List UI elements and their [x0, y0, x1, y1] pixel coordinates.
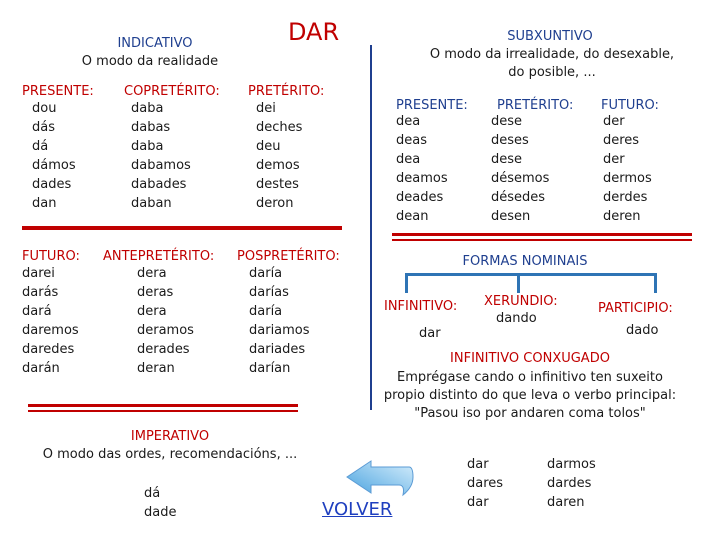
form-item: derdes	[603, 190, 648, 205]
return-arrow-icon	[322, 455, 432, 503]
xerundio-value: dando	[496, 311, 537, 326]
form-item: dariades	[249, 342, 306, 357]
form-item: désedes	[491, 190, 546, 205]
formas-nominais-label: FORMAS NOMINAIS	[462, 254, 588, 269]
form-item: deres	[603, 133, 640, 148]
indicativo-label: INDICATIVO	[117, 36, 193, 51]
form-item: dariamos	[249, 323, 310, 338]
participio-value: dado	[626, 323, 659, 338]
form-item: dera	[137, 304, 167, 319]
form-item: dei	[256, 101, 276, 116]
form-item: dar	[467, 495, 489, 510]
form-item: deu	[256, 139, 281, 154]
divider-subxuntivo2	[392, 239, 692, 241]
form-item: daban	[131, 196, 172, 211]
form-item: dará	[22, 304, 52, 319]
imperativo-forms	[144, 484, 176, 522]
futuro-label: FUTURO:	[22, 249, 80, 264]
form-item: der	[603, 114, 625, 129]
subx-futuro-label: FUTURO:	[601, 98, 659, 113]
form-item: dardes	[547, 476, 592, 491]
infinitivo-value: dar	[419, 326, 441, 341]
volver-link[interactable]: VOLVER	[322, 499, 393, 520]
divider-imperativo-top	[28, 404, 298, 407]
form-item: daría	[249, 304, 283, 319]
subxuntivo-subtitle-line1: O modo da irrealidade, do desexable,	[429, 47, 675, 62]
form-item: deramos	[137, 323, 194, 338]
infinitivo-conxugado-label: INFINITIVO CONXUGADO	[450, 351, 610, 366]
xerundio-label: XERUNDIO:	[484, 294, 558, 309]
form-item: daren	[547, 495, 585, 510]
imperativo-subtitle: O modo das ordes, recomendacións, ...	[42, 447, 298, 462]
form-item: deades	[396, 190, 444, 205]
form-item: deamos	[396, 171, 448, 186]
form-item: darás	[22, 285, 59, 300]
form-item: dera	[137, 266, 167, 281]
subx-futuro-forms	[603, 112, 652, 226]
infinitivo-label: INFINITIVO:	[384, 299, 458, 314]
infinitivo-conxugado-desc-line1: Emprégase cando o infinitivo ten suxeito	[397, 370, 663, 385]
preterito-forms	[256, 99, 302, 213]
form-item: dá	[32, 139, 49, 154]
form-item: daría	[249, 266, 283, 281]
form-item: dade	[144, 505, 177, 520]
form-item: demos	[256, 158, 300, 173]
preterito-label: PRETÉRITO:	[248, 84, 325, 99]
connector-horizontal	[405, 273, 657, 276]
form-item: deren	[603, 209, 641, 224]
form-item: darán	[22, 361, 60, 376]
connector-middle	[517, 273, 520, 293]
form-item: dean	[396, 209, 429, 224]
form-item: deras	[137, 285, 174, 300]
subx-preterito-forms	[491, 112, 549, 226]
form-item: dan	[32, 196, 57, 211]
antepreterito-forms	[137, 264, 194, 378]
form-item: dares	[467, 476, 504, 491]
form-item: désemos	[491, 171, 550, 186]
connector-right	[654, 273, 657, 293]
form-item: dás	[32, 120, 55, 135]
form-item: dese	[491, 114, 523, 129]
form-item: dese	[491, 152, 523, 167]
subxuntivo-label: SUBXUNTIVO	[507, 29, 593, 44]
form-item: deses	[491, 133, 529, 148]
form-item: deran	[137, 361, 175, 376]
presente-label: PRESENTE:	[22, 84, 94, 99]
form-item: dar	[467, 457, 489, 472]
form-item: darmos	[547, 457, 596, 472]
form-item: daba	[131, 101, 164, 116]
form-item: darei	[22, 266, 55, 281]
infinitivo-conxugado-col2	[547, 455, 596, 512]
futuro-forms	[22, 264, 79, 378]
infinitivo-conxugado-col1	[467, 455, 503, 512]
subx-preterito-label: PRETÉRITO:	[497, 98, 574, 113]
subx-presente-forms	[396, 112, 448, 226]
form-item: daredes	[22, 342, 75, 357]
infinitivo-conxugado-desc-line3: "Pasou iso por andaren coma tolos"	[414, 406, 646, 421]
form-item: dea	[396, 114, 421, 129]
divider-indicativo	[22, 226, 342, 230]
divider-imperativo-top2	[28, 410, 298, 412]
infinitivo-conxugado-desc-line2: propio distinto do que leva o verbo principal:	[383, 388, 677, 403]
participio-label: PARTICIPIO:	[598, 301, 673, 316]
imperativo-label: IMPERATIVO	[130, 429, 210, 444]
divider-subxuntivo	[392, 233, 692, 236]
form-item: darían	[249, 361, 291, 376]
pospreterito-label: POSPRETÉRITO:	[237, 249, 340, 264]
copreterito-label: COPRETÉRITO:	[124, 84, 220, 99]
form-item: dabamos	[131, 158, 191, 173]
subx-presente-label: PRESENTE:	[396, 98, 468, 113]
form-item: dea	[396, 152, 421, 167]
indicativo-subtitle: O modo da realidade	[81, 54, 219, 69]
form-item: daremos	[22, 323, 79, 338]
subxuntivo-subtitle-line2: do posible, ...	[508, 65, 596, 80]
page-title: DAR	[288, 18, 340, 46]
form-item: dabas	[131, 120, 171, 135]
antepreterito-label: ANTEPRETÉRITO:	[103, 249, 215, 264]
form-item: darías	[249, 285, 289, 300]
form-item: derades	[137, 342, 190, 357]
form-item: dabades	[131, 177, 187, 192]
presente-forms	[32, 99, 76, 213]
form-item: destes	[256, 177, 299, 192]
form-item: desen	[491, 209, 531, 224]
volver-button[interactable]	[322, 455, 432, 525]
vertical-divider	[370, 45, 372, 410]
form-item: daba	[131, 139, 164, 154]
form-item: dou	[32, 101, 57, 116]
pospreterito-forms	[249, 264, 310, 378]
form-item: deches	[256, 120, 303, 135]
form-item: dámos	[32, 158, 76, 173]
form-item: dá	[144, 486, 161, 501]
copreterito-forms	[131, 99, 191, 213]
form-item: der	[603, 152, 625, 167]
form-item: dermos	[603, 171, 652, 186]
form-item: deron	[256, 196, 294, 211]
form-item: deas	[396, 133, 427, 148]
form-item: dades	[32, 177, 72, 192]
connector-left	[405, 273, 408, 293]
